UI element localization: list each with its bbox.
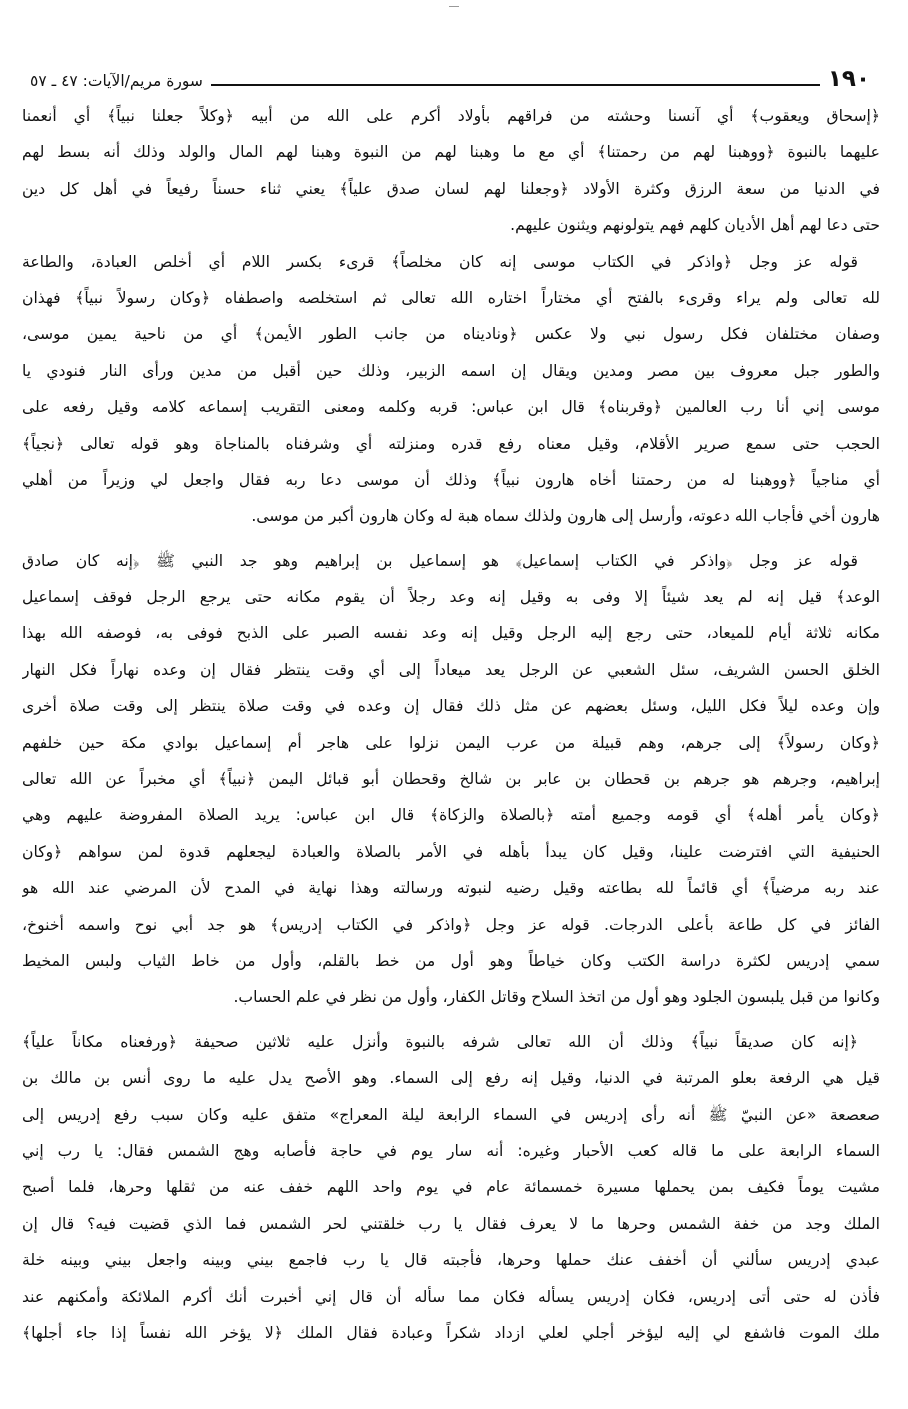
text-line: السماء الرابعة على ما قاله كعب الأحبار وغيره: أنه سار يوم في حاجة فأصابه وهج الشمس فقال: يا رب إني	[22, 1141, 880, 1160]
text-line: لله تعالى ولم يراء وقرىء بالفتح أي مختاراً اختاره الله تعالى ثم استخلصه واصطفاه ﴿وكان رسولاً نبياً﴾ فهذان	[22, 288, 880, 307]
text-line: قيل هي الرفعة بعلو المرتبة في الدنيا، وقيل إنه رفع إلى السماء. وهو الأصح يدل عليه ما روى أنس بن مالك بن	[22, 1069, 880, 1088]
text-line: والطور جبل معروف بين مصر ومدين ويقال إن اسمه الزبير، وذلك حين أقبل من مدين ورأى النار فنودي يا	[22, 361, 880, 380]
text-line: ﴿إسحاق ويعقوب﴾ أي آنسنا وحشته من فراقهم بأولاد أكرم على الله من أبيه ﴿وكلاً جعلنا نبياً﴾ أي أنعمنا	[22, 107, 880, 125]
text-line: عليهما بالنبوة ﴿ووهبنا لهم من رحمتنا﴾ أي مع ما وهبنا لهم من النبوة وهبنا لهم المال والولد وذلك أنه بسط لهم	[22, 143, 880, 162]
text-line: ملك الموت فاشفع لي إليه ليؤخر أجلي لعلي ازداد شكراً وعبادة فقال الملك ﴿لا يؤخر الله نفساً إذا جاء أجلها﴾	[22, 1323, 880, 1342]
text-line: فأذن له حتى أتى إدريس، فكان إدريس يسأله فكان مما سأله أن قال إني أخبرت أنك أكرم الملائكة وأمكنهم عند	[22, 1287, 880, 1306]
text-line: الفائز في كل طاعة بأعلى الدرجات. قوله عز وجل ﴿واذكر في الكتاب إدريس﴾ هو جد أبي نوح واسمه أخنوخ،	[22, 915, 880, 934]
running-title: سورة مريم/الآيات: ٤٧ ـ ٥٧	[30, 72, 203, 90]
text-line: هارون أخي فأجاب الله دعوته، وأرسل إلى هارون ولذلك سماه هبة له وكان هارون أكبر من موسى.	[251, 507, 880, 526]
text-line: موسى إني أنا رب العالمين ﴿وقربناه﴾ قال ابن عباس: قربه وكلمه ومعنى التقريب إسماعه كلامه وقيل رفعه على	[22, 398, 880, 417]
paragraph-2	[22, 244, 880, 535]
text-line: في الدنيا من سعة الرزق وكثرة الأولاد ﴿وجعلنا لهم لسان صدق علياً﴾ يعني ثناء حسناً رفيعاً في أهل كل دين	[22, 179, 880, 198]
page-body	[22, 98, 880, 1351]
text-line: مشيت يوماً فكيف بمن يحملها مسيرة خمسمائة عام في يوم واحد اللهم خفف عنه من ثقلها وحرها، فلما أصبح	[22, 1178, 880, 1197]
paragraph-4	[22, 1024, 880, 1352]
paragraph-gap	[22, 535, 880, 543]
text-line: أي مناجياً ﴿ووهبنا له من رحمتنا أخاه هارون نبياً﴾ وذلك أن موسى دعا ربه فقال واجعل لي وزيراً من أهلي	[22, 470, 880, 489]
text-line: قوله عز وجل ﴿واذكر في الكتاب موسى إنه كان مخلصاً﴾ قرىء بكسر اللام أي أخلص العبادة، والطاعة	[22, 252, 858, 271]
text-line: إبراهيم، وجرهم هو جرهم بن قحطان بن عابر بن شالخ وقحطان أبو قبائل اليمن ﴿نبياً﴾ أي مخبراً عن الله تعالى	[22, 770, 880, 789]
text-line: الخلق الحسن الشريف، سئل الشعبي عن الرجل يعد ميعاداً إلى أي وقت ينتظر فقال إن وعده نهاراً فكل النهار	[22, 660, 880, 679]
paragraph-3	[22, 543, 880, 1016]
paragraph-gap	[22, 1016, 880, 1024]
text-line: الملك وجد من خفة الشمس وحرها ما لا يعرف فقال يا رب خلقتني لحر الشمس فما الذي قضيت فيه؟ قال إن	[22, 1214, 880, 1233]
text-line: صعصعة «عن النبيّ ﷺ أنه رأى إدريس في السماء الرابعة ليلة المعراج» متفق عليه وكان سبب رفع إدريس إلى	[22, 1105, 880, 1124]
text-line: ﴿وكان رسولاً﴾ إلى جرهم، وهم قبيلة من عرب اليمن نزلوا على هاجر أم إسماعيل بوادي مكة حين خلفهم	[22, 733, 880, 752]
text-line: قوله عز وجل ﴿واذكر في الكتاب إسماعيل﴾ هو إسماعيل بن إبراهيم وهو جد النبي ﷺ ﴿إنه كان صادق	[22, 551, 858, 570]
page-number: ١٩٠	[827, 66, 870, 92]
scan-mark	[449, 6, 459, 7]
text-line: مكانه ثلاثة أيام للميعاد، حتى رجع إليه الرجل وقيل إنه وعد نفسه الصبر على الذبح فوفى به، فوصفه الله بهذا	[22, 624, 880, 643]
text-line: سمي إدريس لكثرة دراسة الكتب وكان خياطاً وهو أول من خط بالقلم، وأول من خاط الثياب ولبس المخيط	[22, 951, 880, 970]
page-header	[30, 64, 870, 92]
text-line: وصفان مختلفان فكل رسول نبي ولا عكس ﴿وناديناه من جانب الطور الأيمن﴾ أي من ناحية يمين موسى،	[22, 325, 880, 344]
text-line: عند ربه مرضياً﴾ أي قائماً لله بطاعته وقيل رضيه لنبوته ورسالته وهذا نهاية في المدح لأن المرضي عند الله هو	[22, 879, 880, 898]
text-line: الحنيفية التي افترضت علينا، وقيل كان يبدأ بأهله في الأمر بالصلاة والعبادة ليجعلهم قدوة لمن سواهم ﴿وكان	[22, 842, 880, 861]
text-line: الوعد﴾ قيل إنه لم يعد شيئاً إلا وفى به وقيل إنه وعد رجلاً أن يقوم مكانه حتى يرجع الرجل فوقف إسماعيل	[22, 588, 880, 607]
header-rule	[211, 84, 820, 86]
text-line: عبدي إدريس سألني أن أخفف عنك حملها وحرها، فأجبته قال يا رب فاجمع بيني وبينه واجعل بيني وبينه خلة	[22, 1251, 880, 1270]
text-line: حتى دعا لهم أهل الأديان كلهم فهم يتولونهم ويثنون عليهم.	[510, 216, 880, 235]
text-line: وإن وعده ليلاً فكل الليل، وسئل بعضهم عن مثل ذلك فقال إن وعده في وقت صلاة ينتظر إلى وقت صلاة أخرى	[22, 697, 880, 716]
text-line: ﴿إنه كان صديقاً نبياً﴾ وذلك أن الله تعالى شرفه بالنبوة وأنزل عليه ثلاثين صحيفة ﴿ورفعناه مكاناً علياً﴾	[22, 1032, 858, 1051]
text-line: ﴿وكان يأمر أهله﴾ أي قومه وجميع أمته ﴿بالصلاة والزكاة﴾ قال ابن عباس: يريد الصلاة المفروضة عليهم وهي	[22, 806, 880, 825]
paragraph-1	[22, 98, 880, 244]
text-line: الحجب حتى سمع صرير الأقلام، وقيل معناه رفع قدره ومنزلته أي وشرفناه بالمناجاة وهو قوله تعالى ﴿نجياً﴾	[22, 434, 880, 453]
text-line: وكانوا من قبل يلبسون الجلود وهو أول من اتخذ السلاح وقاتل الكفار، وأول من نظر في علم الحساب.	[233, 988, 880, 1007]
